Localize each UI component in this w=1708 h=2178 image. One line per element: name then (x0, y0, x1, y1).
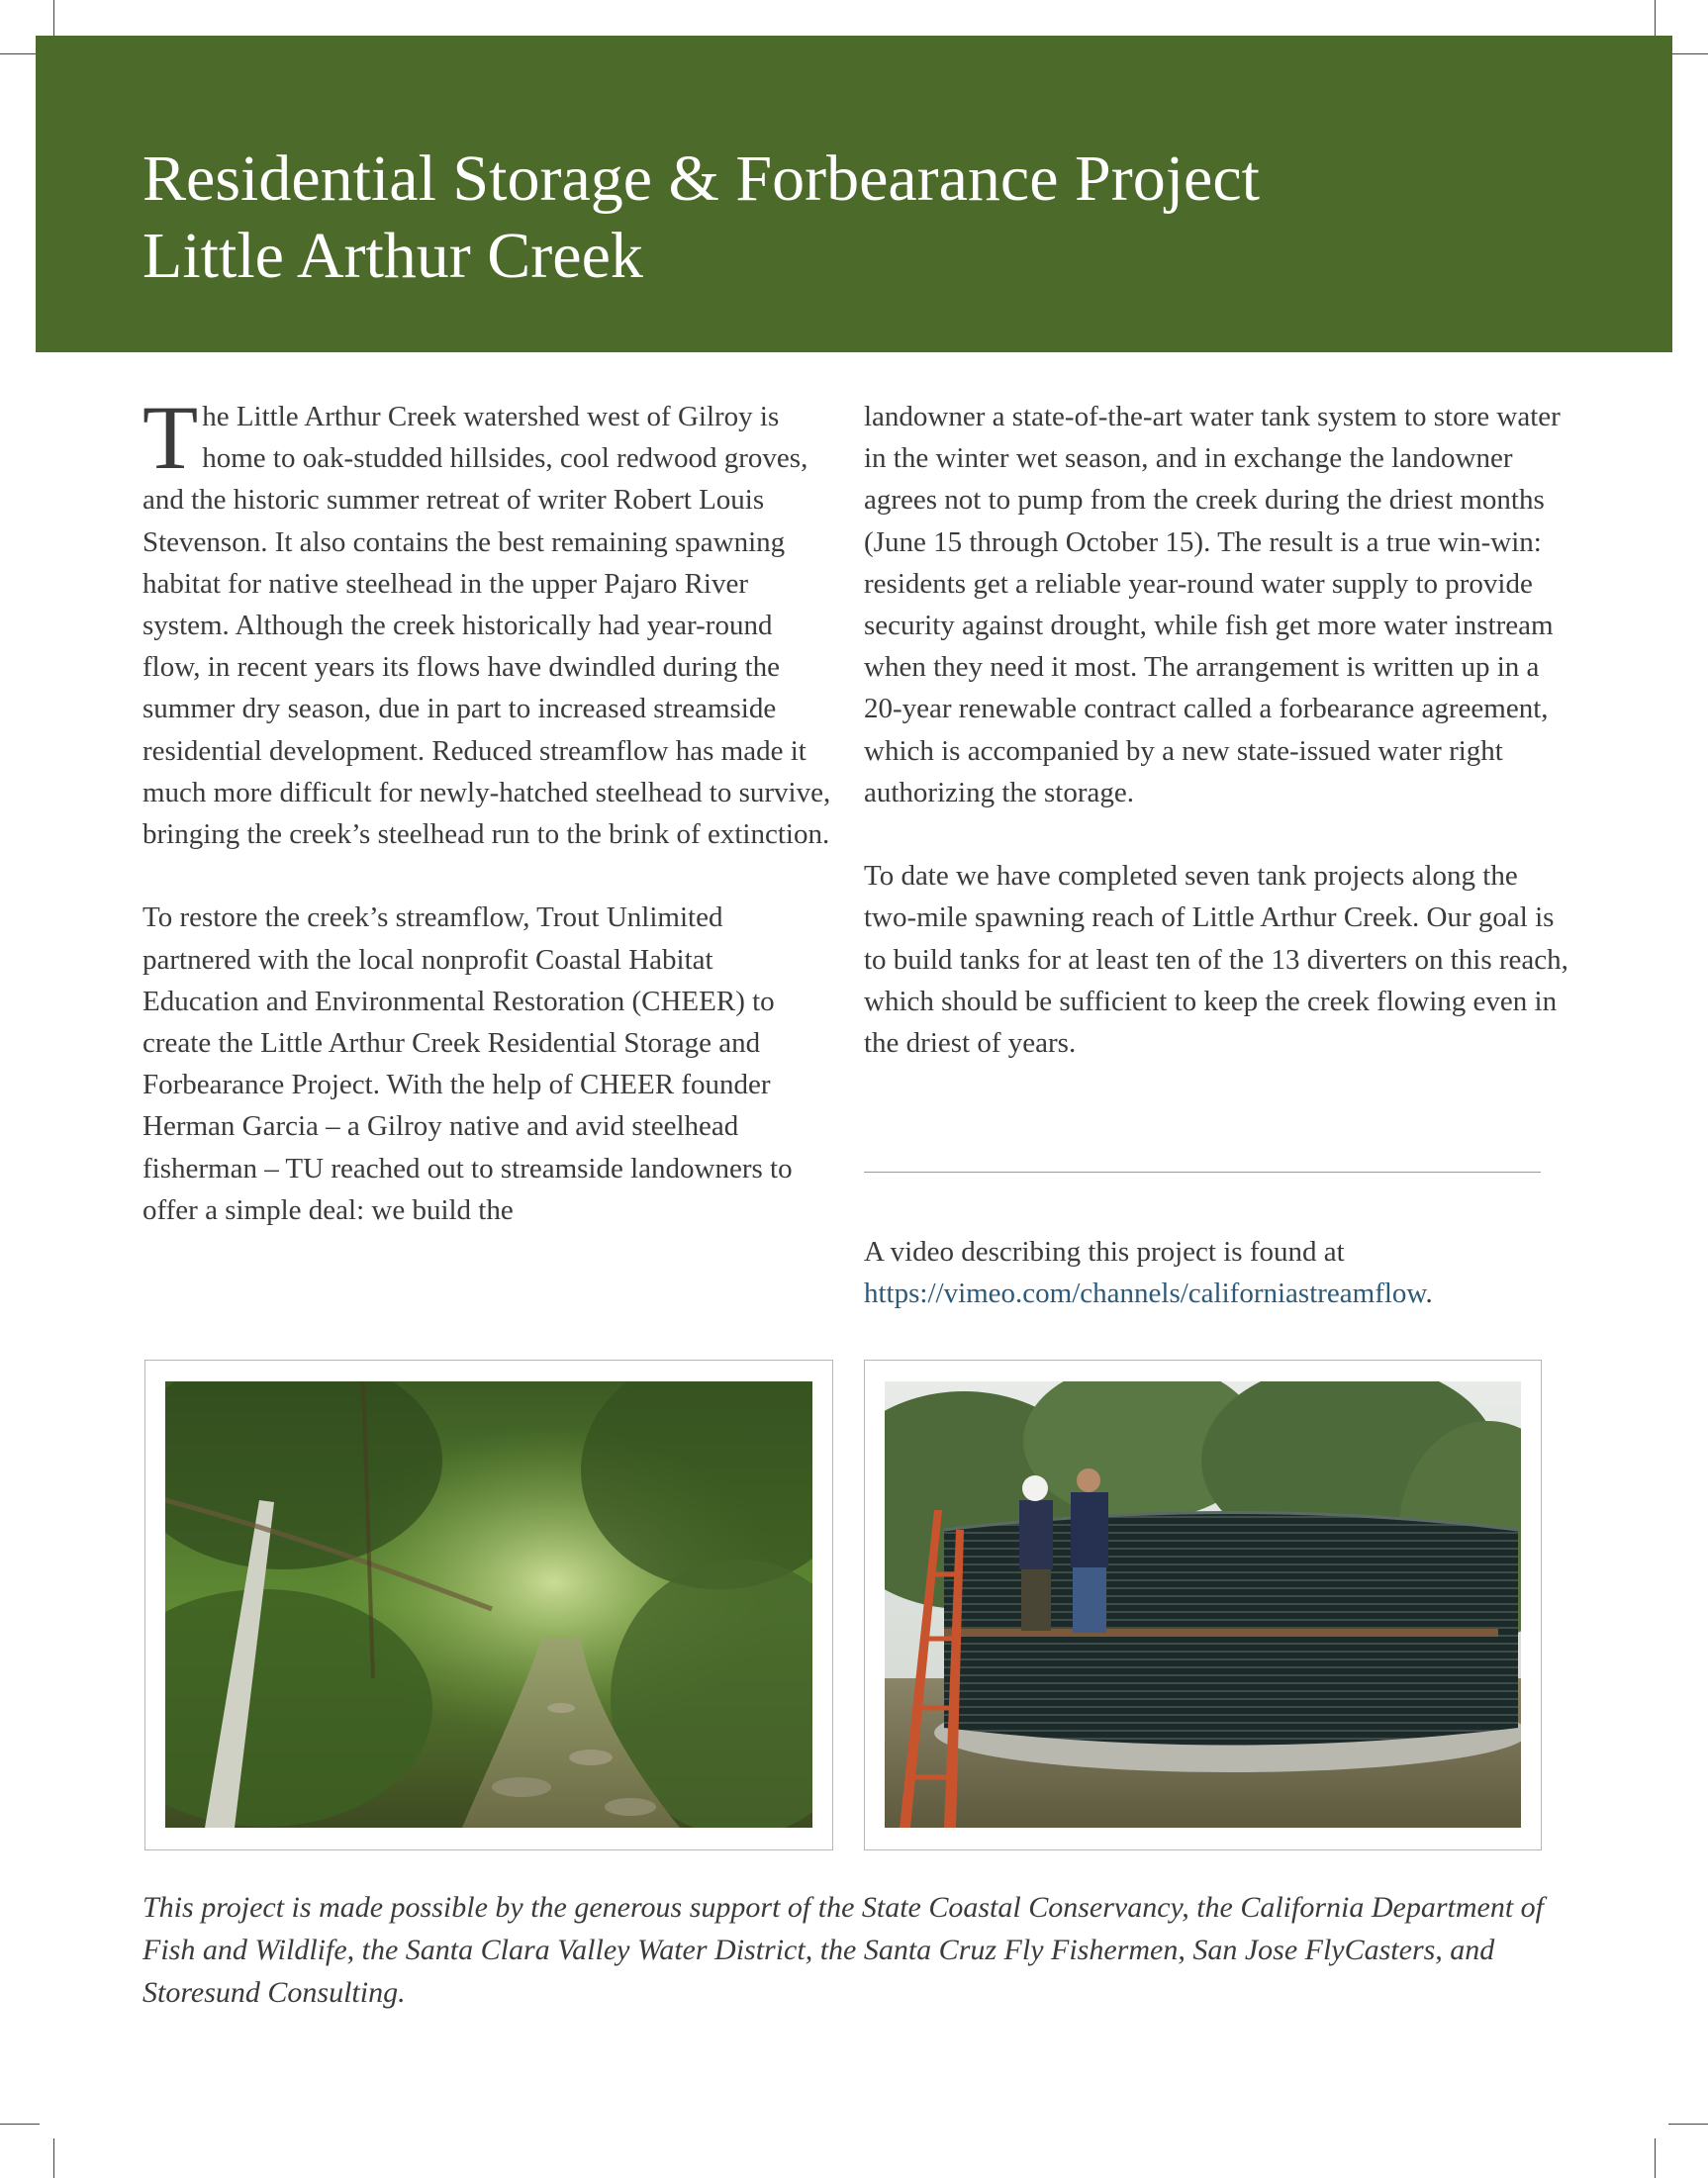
creek-photo (165, 1381, 812, 1828)
photo-frame-tank (864, 1360, 1542, 1850)
article-paragraph (142, 387, 835, 855)
page-title-line1: Residential Storage & Forbearance Project (142, 142, 1260, 215)
page-title-line2: Little Arthur Creek (142, 220, 643, 292)
crop-mark (1668, 53, 1708, 54)
crop-mark (53, 0, 54, 40)
creek-photo-image (165, 1381, 812, 1828)
article-column-left (142, 387, 835, 1231)
article-column-right (864, 396, 1576, 1064)
video-link[interactable]: https://vimeo.com/channels/californiastreamflow (864, 1278, 1426, 1310)
crop-mark (1668, 2124, 1708, 2125)
video-note-text: A video describing this project is found at (864, 1236, 1345, 1268)
video-note (864, 1231, 1576, 1314)
article-paragraph: To date we have completed seven tank projects along the two-mile spawning reach of Little Arthur Creek. Our goal is to build tanks for at least ten of the 13 diverters on this reach, which should be sufficient to keep the creek flowing even in the driest of years. (864, 860, 1568, 1060)
paragraph-text: he Little Arthur Creek watershed west of Gilroy is home to oak-studded hillsides, cool redwood groves, and the historic summer retreat of writer Robert Louis Stevenson. It also contains the best remaining spawning habitat for native steelhead in the upper Pajaro River system. Although the creek historically had year-round flow, in recent years its flows have dwindled during the summer dry season, due in part to increased streamside residential development. Reduced streamflow has made it much more difficult for newly-hatched steelhead to survive, bringing the creek’s steelhead run to the brink of extinction. (142, 401, 831, 851)
crop-mark (0, 2124, 40, 2125)
page-title (142, 141, 1260, 295)
photo-frame-creek (144, 1360, 833, 1850)
video-link-suffix: . (1425, 1278, 1433, 1310)
drop-cap: T (142, 387, 199, 488)
section-divider (864, 1172, 1541, 1173)
article-paragraph: To restore the creek’s streamflow, Trout Unlimited partnered with the local nonprofit Coastal Habitat Education and Environmental Restoration (CHEER) to create the Little Arthur Creek Residential Storage and Forbearance Project. With the help of CHEER founder Herman Garcia – a Gilroy native and avid steelhead fisherman – TU reached out to streamside landowners to offer a simple deal: we build the (142, 901, 793, 1226)
tank-photo (885, 1381, 1521, 1828)
funding-credit: This project is made possible by the generous support of the State Coastal Conservancy, the California Department of Fish and Wildlife, the Santa Clara Valley Water District, the Santa Cruz Fly Fishermen, San Jose FlyCasters, and Storesund Consulting. (142, 1891, 1545, 2009)
article-paragraph: landowner a state-of-the-art water tank system to store water in the winter wet season, and in exchange the landowner agrees not to pump from the creek during the driest months (June 15 through October 15). The result is a true win-win: residents get a reliable year-round water supply to provide security against drought, while fish get more water instream when they need it most. The arrangement is written up in a 20-year renewable contract called a forbearance agreement, which is accompanied by a new state-issued water right authorizing the storage. (864, 401, 1561, 808)
crop-mark (1655, 0, 1656, 40)
crop-mark (1655, 2138, 1656, 2178)
tank-photo-image (885, 1381, 1521, 1828)
crop-mark (0, 53, 40, 54)
crop-mark (53, 2138, 54, 2178)
